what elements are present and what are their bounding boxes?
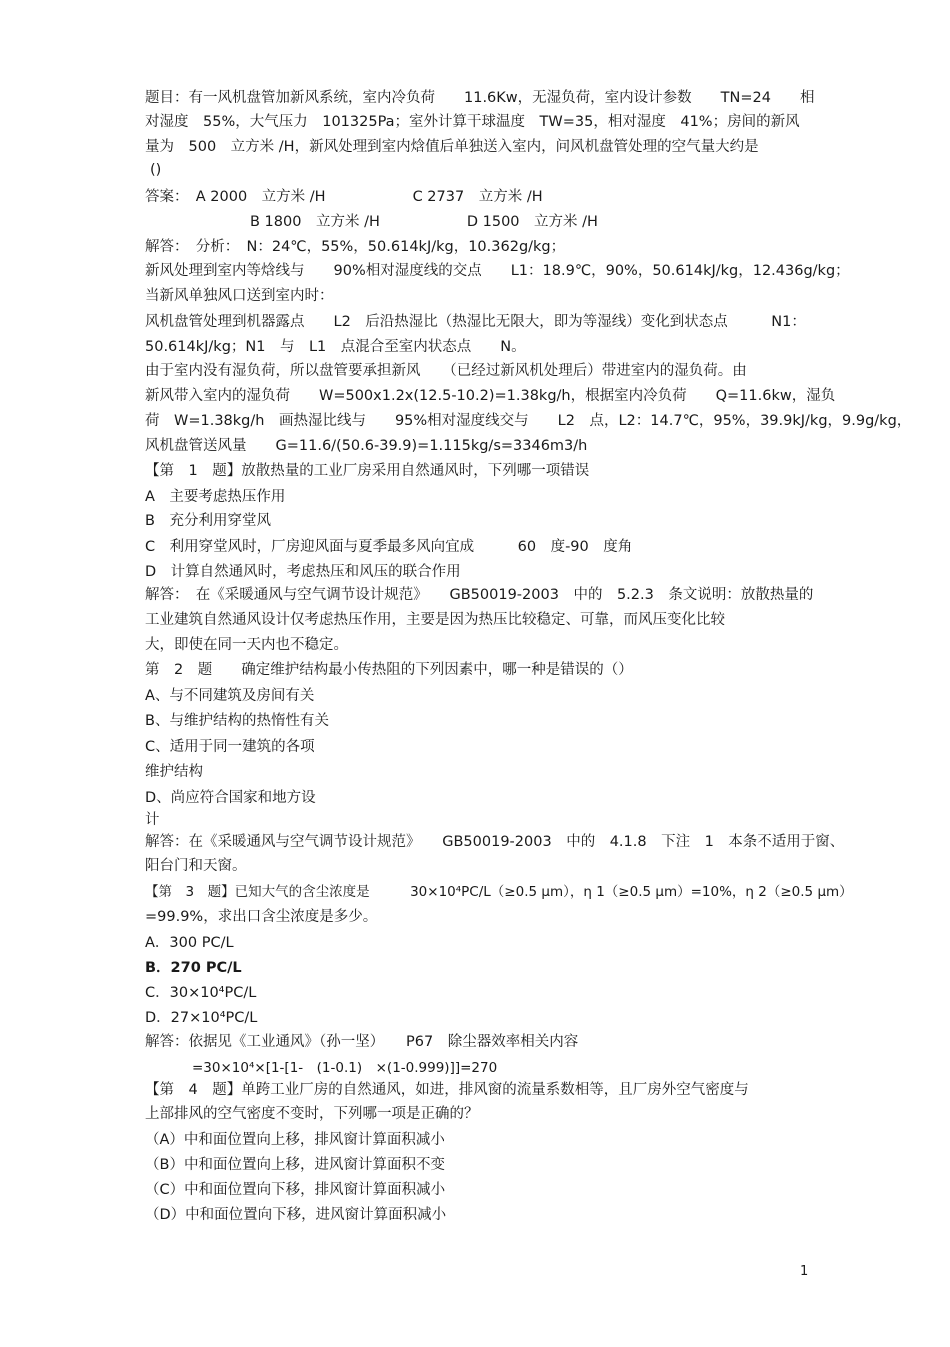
option-c: （C）中和面位置向下移，排风窗计算面积减小 [145,1182,446,1198]
solution-text: 解答：依据见《工业通风》（孙一坚） P67 除尘器效率相关内容 [145,1034,579,1050]
solution-text: 当新风单独风口送到室内时： [145,288,334,304]
question-title: 【第 4 题】单跨工业厂房的自然通风，如进，排风窗的流量系数相等，且厂房外空气密度与 [145,1082,749,1098]
solution-text: 工业建筑自然通风设计仅考虑热压作用，主要是因为热压比较稳定、可靠，而风压变化比较 [145,612,725,628]
solution-text: 解答：在《采暖通风与空气调节设计规范》 GB50019-2003 中的 4.1.8 下注 1 本条不适用于窗、 [145,834,845,850]
solution-text: 由于室内没有湿负荷，所以盘管要承担新风 （已经过新风机处理后）带进室内的湿负荷。由 [145,363,747,379]
solution-text: 阳台门和天窗。 [145,858,247,874]
formula: =30×10⁴×[1-[1- (1-0.1) ×(1-0.999)]]=270 [192,1060,498,1076]
answer-options: 答案： A 2000 立方米 /H C 2737 立方米 /H [145,189,543,205]
option-a: A、与不同建筑及房间有关 [145,688,315,704]
answer-options: B 1800 立方米 /H D 1500 立方米 /H [250,214,598,230]
option-a: （A）中和面位置向上移，排风窗计算面积减小 [145,1132,445,1148]
solution-text: 解答： 分析： N：24℃，55%，50.614kJ/kg，10.362g/kg； [145,239,566,255]
option-c: C．30×10⁴PC/L [145,985,257,1001]
question-text: 对湿度 55%，大气压力 101325Pa；室外计算干球温度 TW=35，相对湿度 41%；房间的新风 [145,114,800,130]
solution-text: 新风处理到室内等焓线与 90%相对湿度线的交点 L1：18.9℃，90%，50.614kJ/kg，12.436g/kg； [145,263,850,279]
solution-text: 解答： 在《采暖通风与空气调节设计规范》 GB50019-2003 中的 5.2.3 条文说明：放散热量的 [145,587,814,603]
question-title: 第 2 题 确定维护结构最小传热阻的下列因素中，哪一种是错误的（） [145,662,633,678]
solution-text: 50.614kJ/kg；N1 与 L1 点混合至室内状态点 N。 [145,339,526,355]
option-c: C 利用穿堂风时，厂房迎风面与夏季最多风向宜成 60 度-90 度角 [145,539,633,555]
page-number: 1 [800,1264,809,1279]
option-d: （D）中和面位置向下移，进风窗计算面积减小 [145,1207,447,1223]
option-b: B、与维护结构的热惰性有关 [145,713,329,729]
question-text: 量为 500 立方米 /H，新风处理到室内焓值后单独送入室内，问风机盘管处理的空气量大约是 [145,139,759,155]
option-b: B 充分利用穿堂风 [145,513,271,529]
option-c: 维护结构 [145,764,203,780]
question-text: () [150,162,162,178]
option-a: A 主要考虑热压作用 [145,489,286,505]
option-a: A．300 PC/L [145,935,234,951]
solution-text: 新风带入室内的湿负荷 W=500x1.2x(12.5-10.2)=1.38kg/h，根据室内冷负荷 Q=11.6kw，湿负 [145,388,836,404]
question-title: 【第 3 题】已知大气的含尘浓度是 30×10⁴PC/L（≥0.5 μm），η 1（≥0.5 μm）=10%，η 2（≥0.5 μm） [145,884,853,900]
solution-text: 荷 W=1.38kg/h 画热湿比线与 95%相对湿度线交与 L2 点，L2：14.7℃，95%，39.9kJ/kg，9.9g/kg， [145,413,912,429]
solution-text: 风机盘管送风量 G=11.6/(50.6-39.9)=1.115kg/s=3346m3/h [145,438,588,454]
solution-text: 风机盘管处理到机器露点 L2 后沿热湿比（热湿比无限大，即为等湿线）变化到状态点 N1： [145,314,806,330]
option-d: D 计算自然通风时，考虑热压和风压的联合作用 [145,564,461,580]
solution-text: 大，即使在同一天内也不稳定。 [145,637,348,653]
option-b: B．270 PC/L [145,960,242,976]
option-d: D．27×10⁴PC/L [145,1010,258,1026]
question-text: 题目：有一风机盘管加新风系统，室内冷负荷 11.6Kw，无湿负荷，室内设计参数 TN=24 相 [145,90,815,106]
question-title: 上部排风的空气密度不变时，下列哪一项是正确的？ [145,1106,479,1122]
option-d: 计 [145,812,160,828]
option-b: （B）中和面位置向上移，进风窗计算面积不变 [145,1157,445,1173]
question-title: =99.9%，求出口含尘浓度是多少。 [145,909,378,925]
option-d: D、尚应符合国家和地方设 [145,790,316,806]
question-title: 【第 1 题】放散热量的工业厂房采用自然通风时，下列哪一项错误 [145,463,590,479]
option-c: C、适用于同一建筑的各项 [145,739,315,755]
